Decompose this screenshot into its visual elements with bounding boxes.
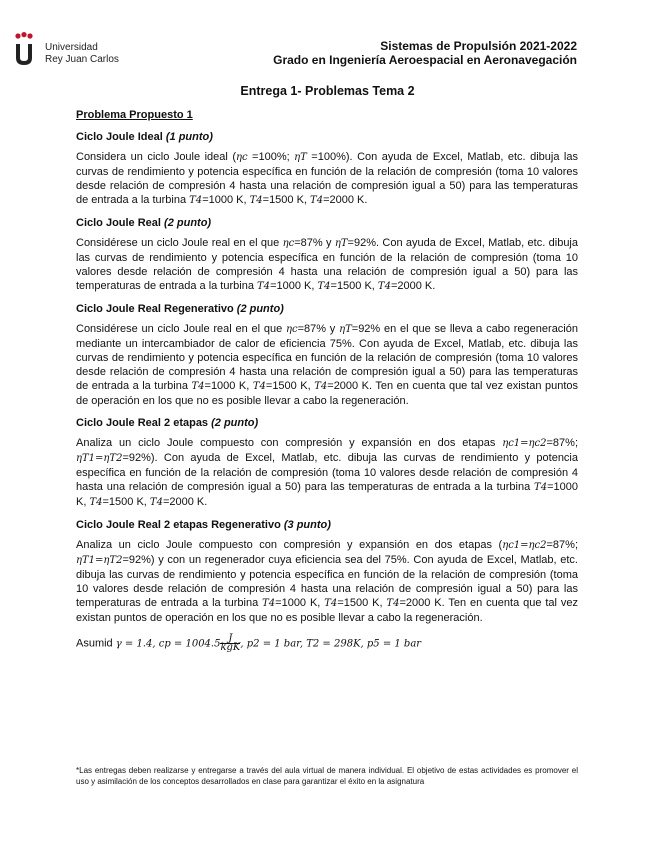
university-line1: Universidad — [45, 42, 98, 53]
section-title — [76, 130, 578, 144]
section-text: Considérese un ciclo Joule real en el que ηc=87% y ηT=92% en el que se lleva a cabo regeneración mediante un intercambiador de calor de eficiencia 75%. Con ayuda de Excel, Matlab, etc. dibuja las curvas de rendimiento y potencia específica en función de la relación de compresión (toma 10 valores desde relación de compresión 4 hasta una relación de compresión igual a 50) para las temperaturas de entrada a la turbina T4=1000 K, T4=1500 K, T4=2000 K. Ten en cuenta que tal vez existan puntos de operación en los que no es posible llevar a cabo la regeneración. — [76, 323, 578, 407]
section-text: Considérese un ciclo Joule real en el que ηc=87% y ηT=92%. Con ayuda de Excel, Matlab, etc. dibuja las curvas de rendimiento y potencia específica en función de la relación de compresión (toma 10 valores desde relación de compresión 4 hasta una relación de compresión igual a 50) para las temperaturas de entrada a la turbina T4=1000 K, T4=1500 K, T4=2000 K. — [76, 237, 578, 292]
section-points: (1 punto) — [165, 131, 213, 143]
section-name: Ciclo Joule Real 2 etapas Regenerativo — [76, 519, 281, 531]
assume-rest: , p2 = 1 bar, T2 = 298K, p5 = 1 bar — [240, 638, 422, 650]
university-crest-icon — [12, 32, 40, 68]
university-logo — [12, 32, 142, 72]
cp-units: $\frac{J}{\text{kgK}}$ — [220, 633, 241, 653]
section-name: Ciclo Joule Ideal — [76, 131, 163, 143]
university-name — [45, 42, 119, 66]
assumptions: Asumid γ = 1.4, cp = 1004.5 $\frac{J}{\text{kgK}}$ , p2 = 1 bar, T2 = 298K, p5 = 1 bar — [76, 633, 422, 653]
section-text: Analiza un ciclo Joule compuesto con compresión y expansión en dos etapas ηc1=ηc2=87%; ηT1=ηT2=92%). Con ayuda de Excel, Matlab, etc. dibuja las curvas de rendimiento y potencia específica en función de la relación de compresión (toma 10 valores desde relación de compresión 4 hasta una relación de compresión igual a 50) para las temperaturas de entrada a la turbina T4=1000 K, T4=1500 K, T4=2000 K. — [76, 437, 578, 508]
section-title — [76, 416, 578, 430]
section-name: Ciclo Joule Real 2 etapas — [76, 417, 209, 429]
assume-label: Asumid — [76, 637, 116, 650]
section-points: (2 punto) — [164, 217, 212, 229]
section-text: Analiza un ciclo Joule compuesto con compresión y expansión en dos etapas (ηc1=ηc2=87%; ηT1=ηT2=92%) y con un regenerador cuya eficiencia sea del 75%. Con ayuda de Excel, Matlab, etc. dibuja las curvas de rendimiento y potencia específica en función de la relación de compresión (toma 10 valores desde relación de compresión 4 hasta una relación de compresión igual a 50) para las temperaturas de entrada a la turbina T4=1000 K, T4=1500 K, T4=2000 K. Ten en cuenta que tal vez existan puntos de operación en los que no es posible llevar a cabo la regeneración. — [76, 539, 578, 624]
section-name: Ciclo Joule Real Regenerativo — [76, 303, 234, 315]
section-title — [76, 302, 578, 316]
course-name: Sistemas de Propulsión 2021-2022 — [380, 39, 577, 53]
page-title: Entrega 1- Problemas Tema 2 — [240, 84, 415, 98]
cp-value: cp = 1004.5 — [158, 638, 221, 650]
section-name: Ciclo Joule Real — [76, 217, 161, 229]
university-line2: Rey Juan Carlos — [45, 54, 119, 65]
section-points: (3 punto) — [283, 519, 331, 531]
document-body — [76, 108, 578, 652]
section-points: (2 punto) — [236, 303, 284, 315]
problem-title: Problema Propuesto 1 — [76, 109, 193, 121]
section-title — [76, 518, 578, 532]
footnote: *Las entregas deben realizarse y entregarse a través del aula virtual de manera individual. El objetivo de estas actividades es promover el uso y asimilación de los conceptos desarrollados en clase para garantizar el éxito en la asignatura — [76, 766, 578, 786]
course-header — [273, 39, 577, 67]
gamma-value: γ = 1.4 — [115, 638, 153, 650]
degree-name: Grado en Ingeniería Aeroespacial en Aeronavegación — [273, 53, 577, 67]
section-points: (2 punto) — [211, 417, 259, 429]
section-title — [76, 216, 578, 230]
section-text: Considera un ciclo Joule ideal (ηc =100%; ηT =100%). Con ayuda de Excel, Matlab, etc. dibuja las curvas de rendimiento y potencia específica en función de la relación de compresión (toma 10 valores desde relación de compresión 4 hasta una relación de compresión igual a 50) para las temperaturas de entrada a la turbina T4=1000 K, T4=1500 K, T4=2000 K. — [76, 151, 578, 206]
